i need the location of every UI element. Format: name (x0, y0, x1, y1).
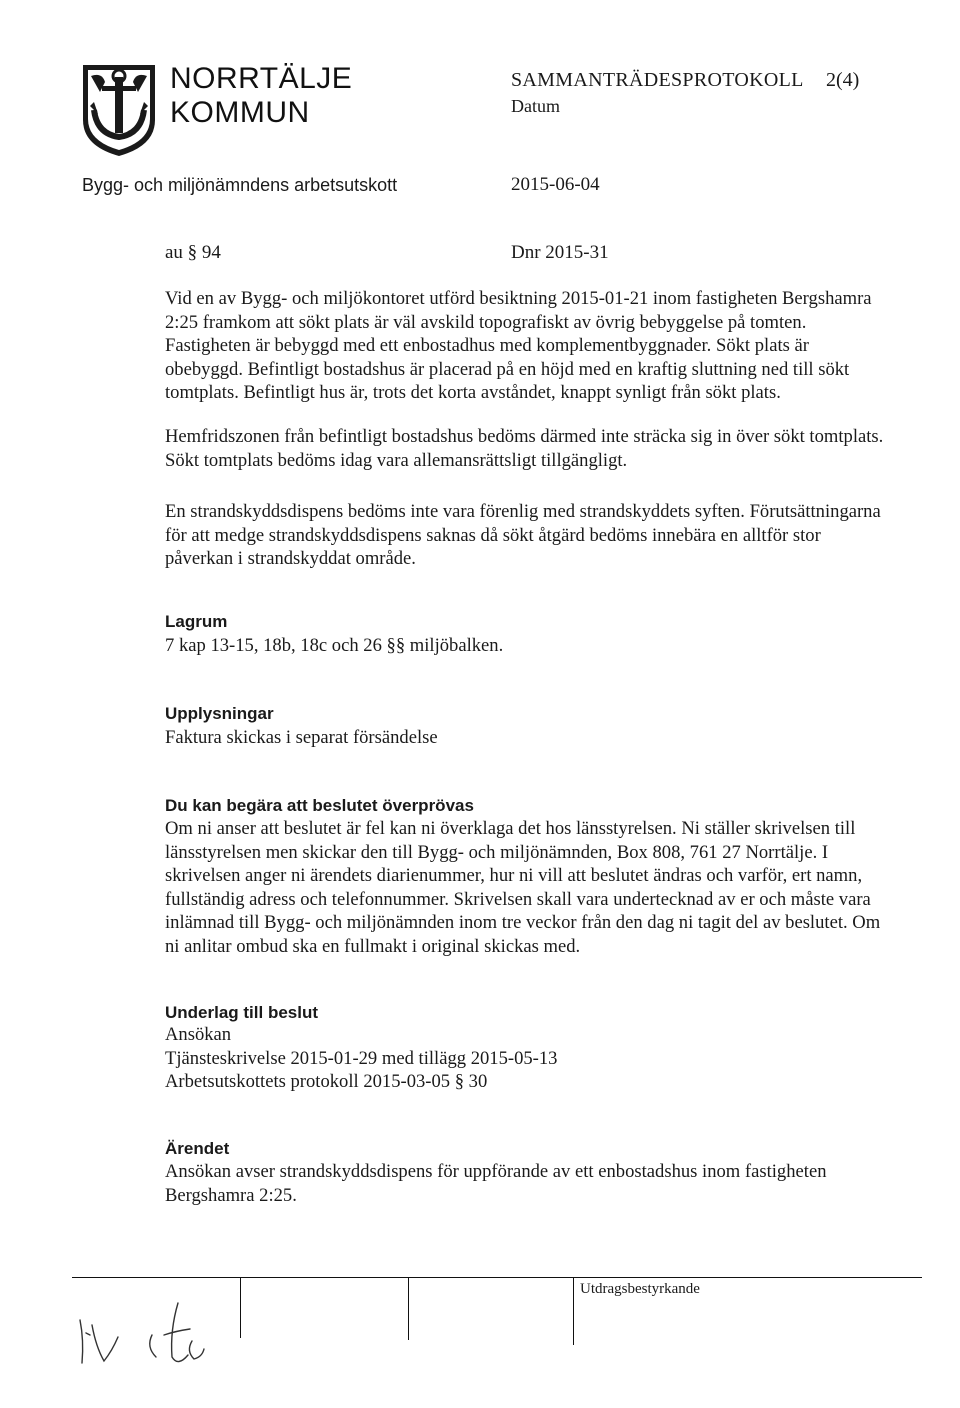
handwritten-initials (60, 1285, 240, 1395)
underlag-list (165, 1023, 887, 1094)
committee-name: Bygg- och miljönämndens arbetsutskott (82, 175, 398, 195)
underlag-item: Tjänsteskrivelse 2015-01-29 med tillägg 2015-05-13 (165, 1047, 558, 1069)
arendet-text: Ansökan avser strandskyddsdispens för uppförande av ett enbostadshus inom fastigheten Bergshamra 2:25. (165, 1161, 827, 1206)
protocol-title: SAMMANTRÄDESPROTOKOLL (511, 69, 804, 91)
lagrum-text: 7 kap 13-15, 18b, 18c och 26 §§ miljöbalken. (165, 635, 504, 656)
page-number: 2(4) (826, 69, 860, 91)
lagrum-heading: Lagrum (165, 612, 228, 631)
upplysningar-heading: Upplysningar (165, 704, 274, 723)
footer-divider (72, 1277, 922, 1278)
underlag-item: Ansökan (165, 1024, 232, 1045)
appeal-heading: Du kan begära att beslutet överprövas (165, 796, 474, 815)
municipality-logo (80, 62, 158, 158)
footer-column-divider (240, 1278, 241, 1338)
underlag-item: Arbetsutskottets protokoll 2015-03-05 § 30 (165, 1071, 488, 1092)
body-paragraph-2: Hemfridszonen från befintligt bostadshus bedöms därmed inte sträcka sig in över sökt tomtplats. Sökt tomtplats bedöms idag vara allemansrättsligt tillgängligt. (165, 426, 884, 471)
body-paragraph-1: Vid en av Bygg- och miljökontoret utförd besiktning 2015-01-21 inom fastigheten Bergshamra 2:25 framkom att sökt plats är väl avskild topografiskt av övrig bebyggelse på tomten. Fastigheten är bebyggd med ett enbostadhus med komplementbyggnader. Sökt plats är obebyggd. Befintligt bostadshus är placerad på en höjd med en kraftig sluttning ned till sökt tomtplats. Befintligt hus är, trots det korta avståndet, knappt synligt från sökt plats. (165, 288, 872, 403)
case-number: Dnr 2015-31 (511, 242, 609, 263)
paragraph-reference: au § 94 (165, 242, 221, 263)
org-name-line2: KOMMUN (170, 96, 310, 129)
underlag-heading: Underlag till beslut (165, 1003, 319, 1022)
body-paragraph-3: En strandskyddsdispens bedöms inte vara förenlig med strandskyddets syften. Förutsättningarna för att medge strandskyddsdispens saknas då sökt åtgärd bedöms innebära en alltför stor påverkan i strandskyddat område. (165, 501, 881, 569)
meeting-date: 2015-06-04 (511, 174, 600, 195)
appeal-text: Om ni anser att beslutet är fel kan ni överklaga det hos länsstyrelsen. Ni ställer skrivelsen till länsstyrelsen men skickar den till Bygg- och miljönämnden, Box 808, 761 27 Norrtälje. I skrivelsen anger ni ärendets diarienummer, hur ni vill att beslutet ändras och varför, ert namn, fullständig adress och telefonnummer. Skrivelsen skall vara undertecknad av er och måste vara inlämnad till Bygg- och miljönämnden inom tre veckor från den dag ni tagit del av beslutet. Om ni anlitar ombud ska en fullmakt i original skickas med. (165, 818, 881, 957)
upplysningar-text: Faktura skickas i separat försändelse (165, 727, 438, 748)
arendet-heading: Ärendet (165, 1139, 230, 1158)
date-label: Datum (511, 96, 560, 116)
footer-column-divider (408, 1278, 409, 1340)
org-name-line1: NORRTÄLJE (170, 62, 353, 95)
footer-column-divider (573, 1278, 574, 1345)
attest-label: Utdragsbestyrkande (580, 1281, 700, 1297)
